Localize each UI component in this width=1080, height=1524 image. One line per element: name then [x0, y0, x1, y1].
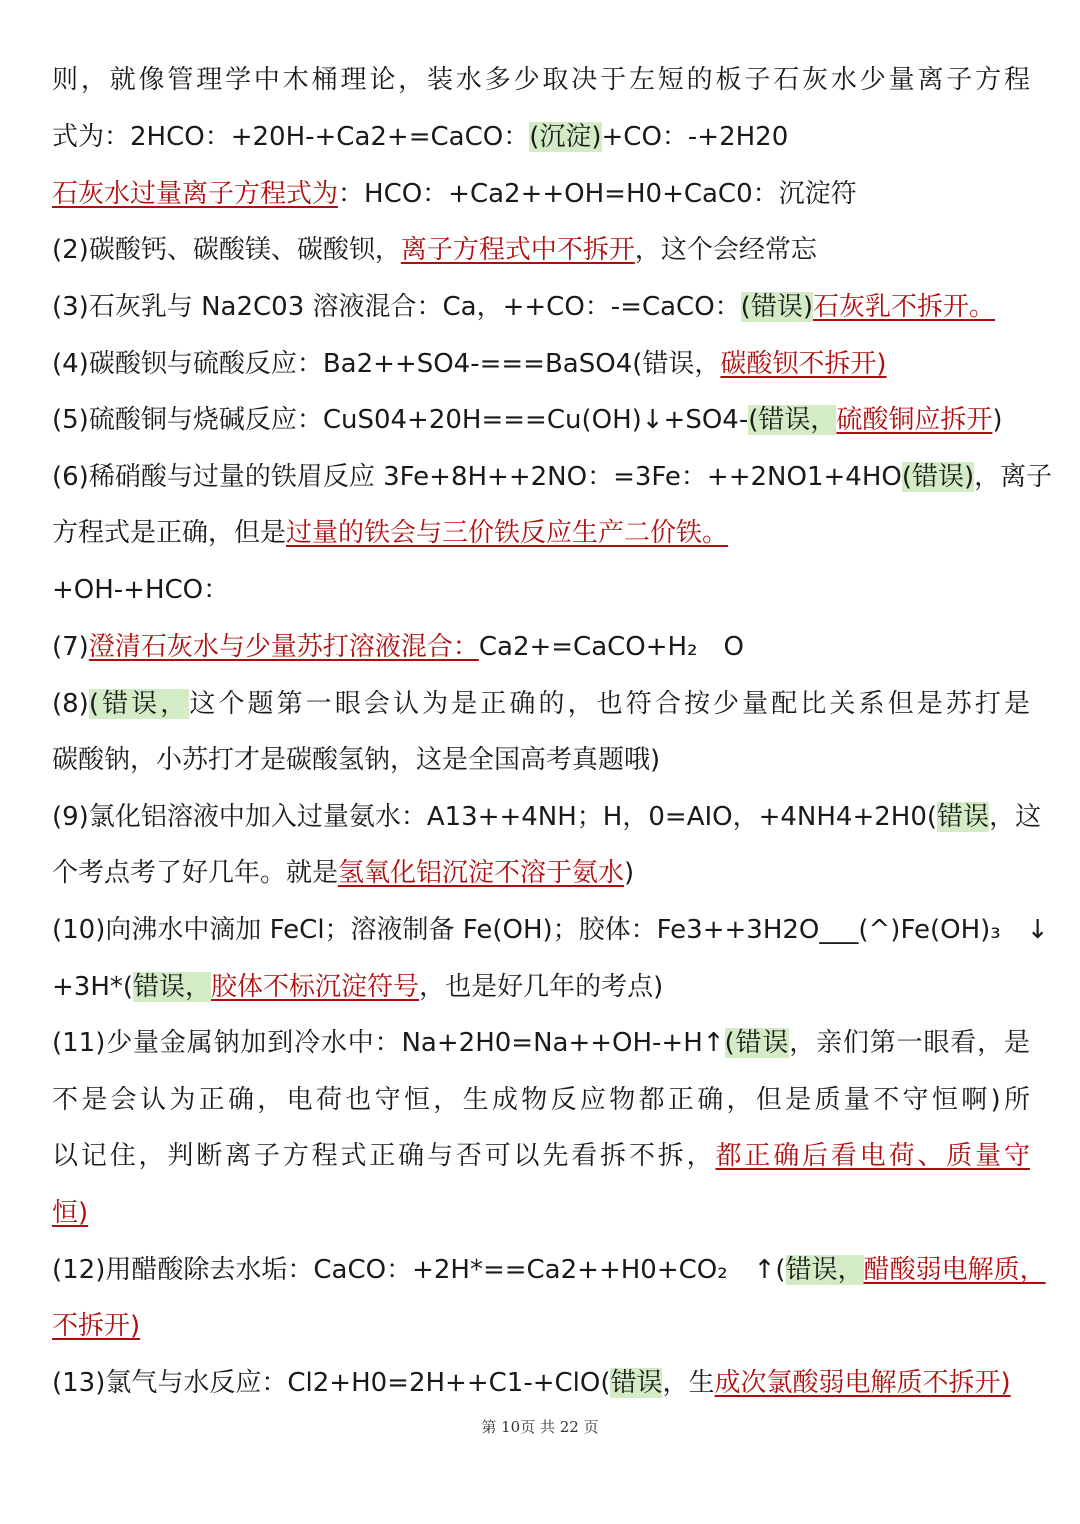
line-text: (6)稀硝酸与过量的铁眉反应 3Fe+8H++2NO：=3Fe：++2NO1+4HO	[52, 462, 902, 492]
line-text: ，生	[662, 1368, 715, 1398]
line-text: 这个题第一眼会认为是正确的，也符合按少量配比关系但是苏打是	[189, 689, 1030, 719]
emphasis-text: 恒)	[52, 1198, 89, 1228]
line-text: 不是会认为正确，电荷也守恒，生成物反应物都正确，但是质量不守恒啊)所	[52, 1085, 1030, 1115]
highlighted-text: (沉淀)	[529, 122, 602, 152]
highlighted-text: (错误，	[88, 689, 190, 719]
highlighted-text: 错误，	[785, 1255, 864, 1285]
highlighted-text: 错误	[610, 1368, 663, 1398]
emphasis-text: 不拆开)	[52, 1311, 141, 1341]
line-text: 则，就像管理学中木桶理论，装水多少取决于左短的板子石灰水少量离子方程	[52, 65, 1030, 95]
line-text: 碳酸钠，小苏打才是碳酸氢钠，这是全国高考真题哦)	[52, 745, 661, 775]
text-line	[52, 619, 1030, 675]
line-text: (13)氯气与水反应：Cl2+H0=2H++C1-+ClO(	[52, 1368, 611, 1398]
line-text: (9)氯化铝溶液中加入过量氨水：A13++4NH；H，0=AIO，+4NH4+2H0(	[52, 802, 938, 832]
line-text: 方程式是正确，但是	[52, 518, 287, 548]
emphasis-text: 离子方程式中不拆开	[400, 235, 635, 265]
line-text: +OH-+HCO：	[52, 575, 230, 605]
line-text: (2)碳酸钙、碳酸镁、碳酸钡，	[52, 235, 401, 265]
line-text: ，也是好几年的考点)	[419, 972, 664, 1002]
highlighted-text: (错误)	[901, 462, 975, 492]
text-line	[52, 222, 1030, 278]
emphasis-text: 胶体不标沉淀符号	[211, 972, 420, 1002]
text-line	[52, 676, 1030, 732]
line-text: (12)用醋酸除去水垢：CaCO：+2H*==Ca2++H0+CO₂ ↑(	[52, 1255, 786, 1285]
line-text: (4)碳酸钡与硫酸反应：Ba2++SO4-===BaSO4(错误，	[52, 349, 721, 379]
emphasis-text: 碳酸钡不拆开)	[720, 349, 887, 379]
text-line	[52, 449, 1053, 505]
line-text: (7)	[52, 632, 89, 662]
highlighted-text: (错误	[724, 1028, 790, 1058]
highlighted-text: (错误，	[748, 405, 837, 435]
text-line	[52, 392, 1030, 448]
page-footer: 第 10页 共 22 页	[481, 1418, 599, 1436]
line-text: ，这个会经常忘	[634, 235, 817, 265]
text-line	[52, 845, 1030, 901]
text-line	[52, 336, 1030, 392]
highlighted-text: (错误)	[740, 292, 813, 322]
text-line	[52, 1072, 1030, 1128]
text-line	[52, 109, 1030, 165]
line-text: )	[992, 405, 1003, 435]
highlighted-text: 错误	[937, 802, 990, 832]
line-text: 个考点考了好几年。就是	[52, 858, 339, 888]
line-text: +3H*(	[52, 972, 134, 1002]
text-line	[52, 279, 1030, 335]
text-line	[52, 1015, 1030, 1071]
line-text: (3)石灰乳与 Na2C03 溶液混合：Ca，++CO：-=CaCO：	[52, 292, 741, 322]
line-text: ，亲们第一眼看，是	[789, 1028, 1030, 1058]
text-line	[52, 1298, 1030, 1354]
emphasis-text: 澄清石灰水与少量苏打溶液混合：	[88, 632, 479, 662]
text-line	[52, 732, 1030, 788]
line-text: (11)少量金属钠加到冷水中：Na+2H0=Na++OH-+H↑	[52, 1028, 725, 1058]
emphasis-text: 氢氧化铝沉淀不溶于氨水	[338, 858, 625, 888]
emphasis-text: 硫酸铜应拆开	[836, 405, 993, 435]
line-text: ：HCO：+Ca2++OH=H0+CaC0：沉淀符	[338, 179, 857, 209]
text-line	[52, 1185, 1030, 1241]
text-line	[52, 902, 1049, 958]
text-line	[52, 52, 1030, 108]
emphasis-text: 成次氯酸弱电解质不拆开)	[714, 1368, 1011, 1398]
line-text: 式为：2HCO：+20H-+Ca2+=CaCO：	[52, 122, 530, 152]
line-text: ，这	[989, 802, 1042, 832]
highlighted-text: 错误，	[133, 972, 212, 1002]
line-text: 以记住，判断离子方程式正确与否可以先看拆不拆，	[52, 1141, 716, 1171]
line-text: (5)硫酸铜与烧碱反应：CuS04+20H===Cu(OH)↓+SO4-	[52, 405, 749, 435]
line-text: ，离子	[974, 462, 1053, 492]
text-line	[52, 505, 1030, 561]
text-line	[52, 1128, 1030, 1184]
emphasis-text: 过量的铁会与三价铁反应生产二价铁。	[286, 518, 729, 548]
text-line	[52, 1242, 1046, 1298]
emphasis-text: 石灰水过量离子方程式为	[52, 179, 339, 209]
text-line	[52, 166, 1030, 222]
text-line	[52, 959, 1030, 1015]
line-text: +CO：-+2H20	[601, 122, 789, 152]
line-text: Ca2+=CaCO+H₂ O	[478, 632, 744, 662]
line-text: (8)	[52, 689, 89, 719]
emphasis-text: 醋酸弱电解质，	[863, 1255, 1046, 1285]
text-line	[52, 789, 1042, 845]
line-text: )	[624, 858, 635, 888]
line-text: (10)向沸水中滴加 FeCl；溶液制备 Fe(OH)；胶体：Fe3++3H2O___(^)Fe(OH)₃ ↓	[52, 915, 1049, 945]
text-line	[52, 1355, 1030, 1411]
emphasis-text: 石灰乳不拆开。	[812, 292, 995, 322]
text-line	[52, 562, 1030, 618]
emphasis-text: 都正确后看电荷、质量守	[715, 1141, 1030, 1171]
